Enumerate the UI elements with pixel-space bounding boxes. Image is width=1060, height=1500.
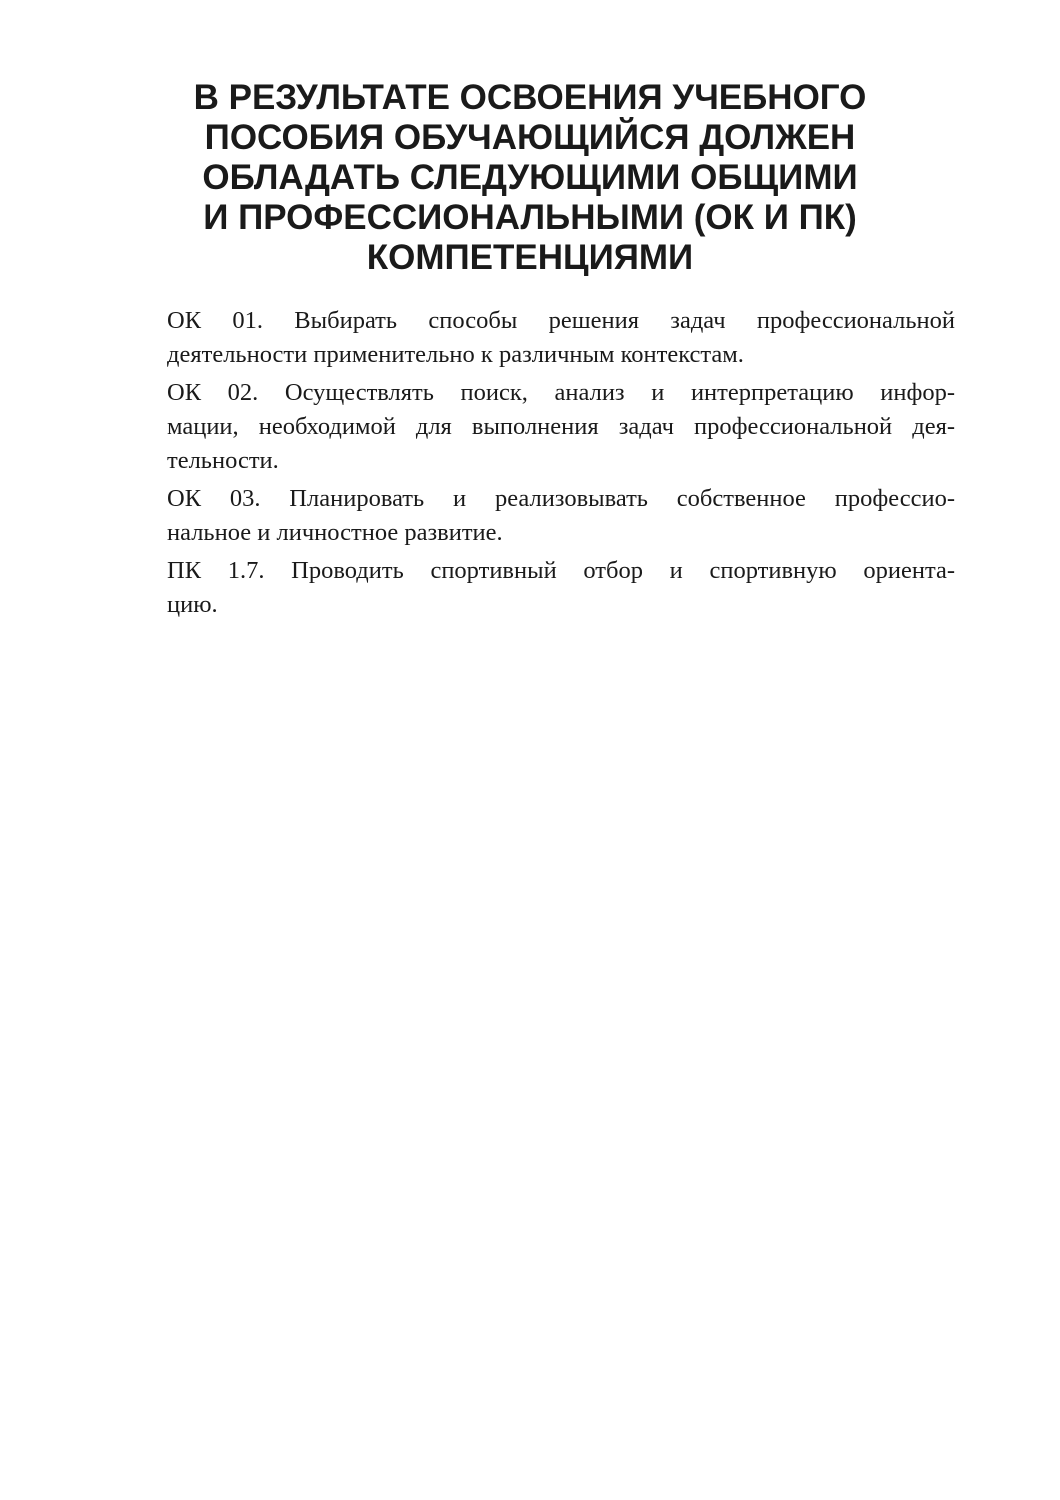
title-line: ОБЛАДАТЬ СЛЕДУЮЩИМИ ОБЩИМИ (202, 158, 858, 197)
title-line: ПОСОБИЯ ОБУЧАЮЩИЙСЯ ДОЛЖЕН (204, 118, 856, 157)
text-line: цию. (167, 591, 218, 618)
competency-pk-1-7 (107, 554, 955, 622)
text-line: ОК 01. Выбирать способы решения задач профессиональной (167, 307, 955, 334)
text-line: ОК 03. Планировать и реализовывать собственное профессио- (167, 485, 955, 512)
competency-ok-01 (107, 304, 955, 372)
competency-ok-03 (107, 482, 955, 550)
title-line: В РЕЗУЛЬТАТЕ ОСВОЕНИЯ УЧЕБНОГО (193, 78, 867, 117)
competencies-list (107, 304, 955, 626)
text-line: нальное и личностное развитие. (167, 519, 503, 546)
text-line: ПК 1.7. Проводить спортивный отбор и спортивную ориента- (167, 557, 955, 584)
text-line: деятельности применительно к различным контекстам. (167, 341, 744, 368)
text-line: ОК 02. Осуществлять поиск, анализ и интерпретацию инфор- (167, 379, 955, 406)
title-line: КОМПЕТЕНЦИЯМИ (366, 238, 694, 277)
text-line: тельности. (167, 447, 279, 474)
title-line: И ПРОФЕССИОНАЛЬНЫМИ (ОК И ПК) (203, 198, 857, 237)
competency-ok-02 (107, 376, 955, 478)
page-title (100, 78, 960, 278)
text-line: мации, необходимой для выполнения задач профессиональной дея- (167, 413, 955, 440)
